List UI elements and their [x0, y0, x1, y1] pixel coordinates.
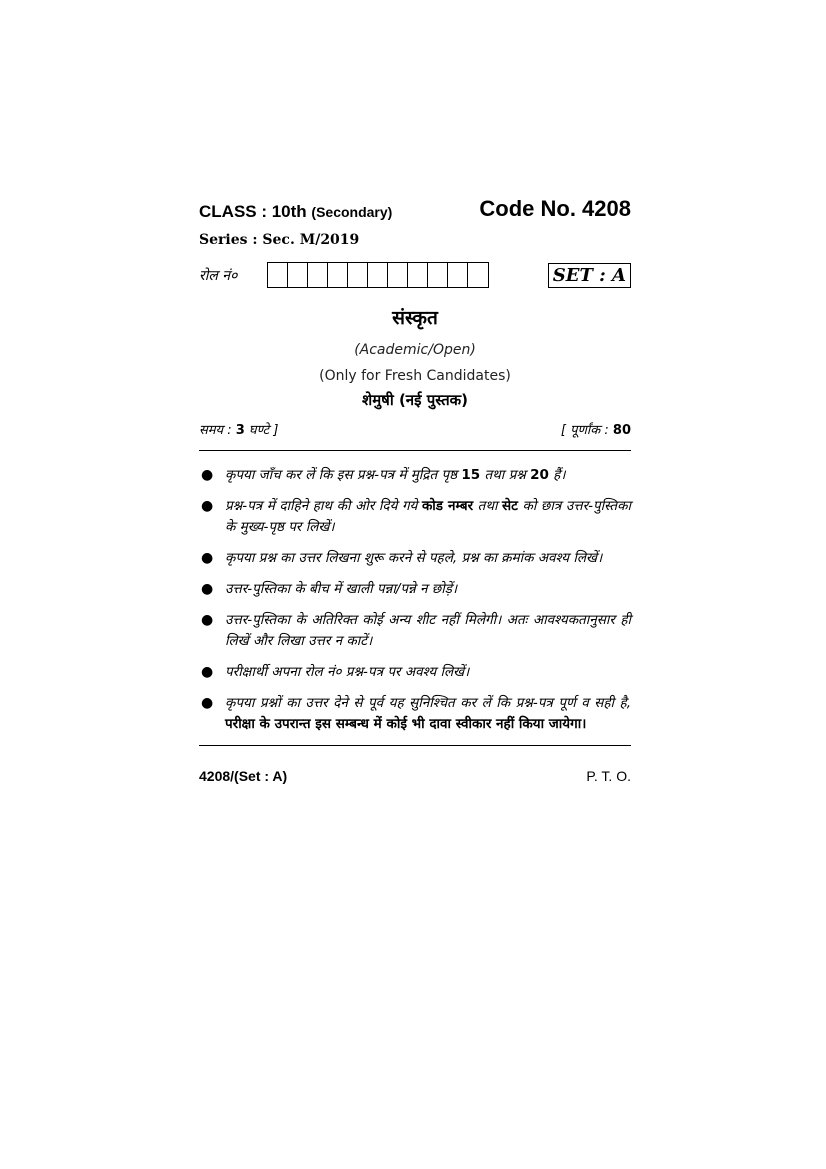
bullet-icon: ● [201, 581, 214, 597]
roll-number-box[interactable] [448, 263, 468, 287]
marks-value: 80 [612, 423, 631, 438]
class-subtext: (Secondary) [311, 204, 393, 220]
page-footer [199, 768, 631, 784]
class-text: CLASS : 10th [199, 202, 307, 221]
bullet-icon: ● [201, 664, 214, 680]
bullet-icon: ● [201, 498, 214, 514]
instruction-item: ● कृपया प्रश्न का उत्तर लिखना शुरू करने से पहले, प्रश्न का क्रमांक अवश्य लिखें। [199, 548, 631, 569]
instruction-item: ● उत्तर-पुस्तिका के बीच में खाली पन्ना/पन्ने न छोड़ें। [199, 579, 631, 600]
roll-number-box[interactable] [348, 263, 368, 287]
time-value: 3 [235, 423, 245, 438]
bullet-icon: ● [201, 695, 214, 711]
divider-bottom [199, 745, 631, 746]
time-label: समय : [199, 423, 236, 438]
class-code-row [199, 196, 631, 222]
roll-number-box[interactable] [388, 263, 408, 287]
exam-cover-page [199, 196, 631, 784]
roll-number-box[interactable] [308, 263, 328, 287]
time-allowed [199, 420, 278, 438]
roll-number-box[interactable] [408, 263, 428, 287]
instruction-item: ● उत्तर-पुस्तिका के अतिरिक्त कोई अन्य शीट नहीं मिलेगी। अतः आवश्यकतानुसार ही लिखें और लिखा उत्तर न काटें। [201, 612, 631, 649]
roll-number-row [199, 262, 631, 288]
marks-label: [ पूर्णांक : [560, 423, 613, 438]
bullet-icon: ● [201, 550, 214, 566]
divider-top [199, 450, 631, 451]
set-badge: SET : A [548, 263, 631, 288]
time-marks-row [199, 420, 631, 438]
series-label: Series : Sec. M/2019 [199, 232, 360, 248]
roll-number-label: रोल नं० [199, 267, 238, 284]
footer-pto: P. T. O. [586, 768, 631, 784]
book-title: शेमुषी (नई पुस्तक) [362, 391, 468, 409]
roll-number-box[interactable] [468, 263, 488, 287]
bullet-icon: ● [201, 467, 214, 483]
roll-number-box[interactable] [368, 263, 388, 287]
instruction-item: ● परीक्षार्थी अपना रोल नं० प्रश्न-पत्र पर अवश्य लिखें। [199, 662, 631, 683]
stream-label: (Academic/Open) [354, 342, 476, 358]
bullet-icon: ● [201, 612, 214, 628]
subject-title: संस्कृत [392, 307, 438, 329]
instructions-list [199, 465, 631, 735]
roll-number-box[interactable] [428, 263, 448, 287]
instruction-item: ● प्रश्न-पत्र में दाहिने हाथ की ओर दिये गये कोड नम्बर तथा सेट को छात्र उत्तर-पुस्तिका के मुख्य-पृष्ठ पर लिखें। [201, 498, 631, 535]
roll-number-box[interactable] [288, 263, 308, 287]
roll-number-boxes[interactable] [267, 262, 489, 288]
candidates-label: (Only for Fresh Candidates) [319, 368, 511, 384]
max-marks [561, 420, 631, 438]
roll-number-box[interactable] [268, 263, 288, 287]
footer-code-set: 4208/(Set : A) [199, 768, 288, 784]
instruction-item: ● कृपया प्रश्नों का उत्तर देने से पूर्व यह सुनिश्चित कर लें कि प्रश्न-पत्र पूर्ण व सही है, परीक्षा के उपरान्त इस सम्बन्ध में कोई भी दावा स्वीकार नहीं किया जायेगा। [201, 695, 631, 732]
instruction-item: ● कृपया जाँच कर लें कि इस प्रश्न-पत्र में मुद्रित पृष्ठ 15 तथा प्रश्न 20 हैं। [199, 465, 631, 486]
code-number: Code No. 4208 [479, 196, 631, 221]
roll-number-box[interactable] [328, 263, 348, 287]
time-unit: घण्टे ] [244, 423, 279, 438]
class-label [199, 202, 392, 222]
